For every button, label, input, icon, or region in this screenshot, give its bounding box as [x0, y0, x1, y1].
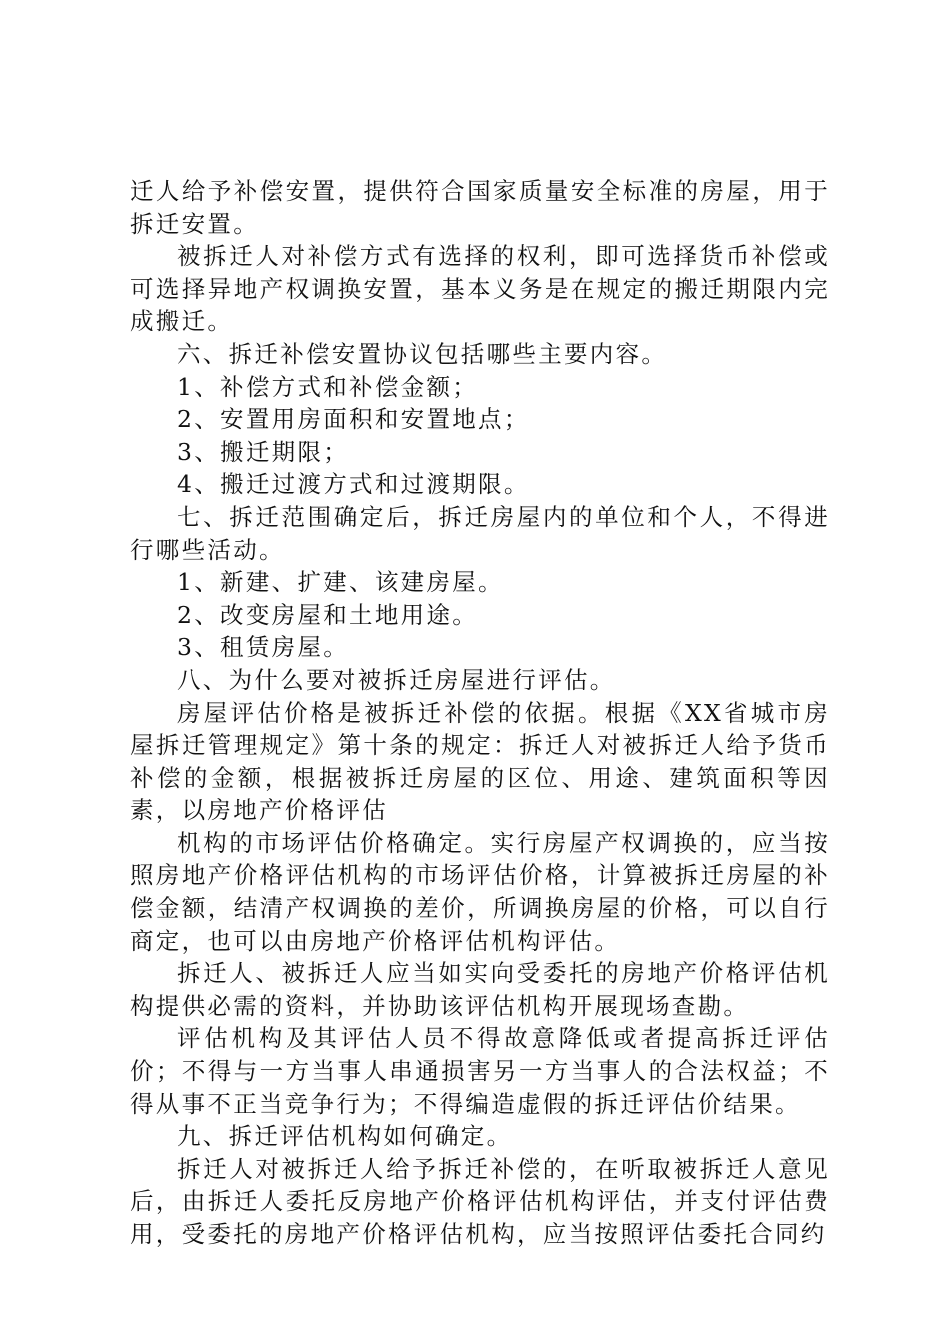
- list-item: 2、安置用房面积和安置地点；: [177, 405, 530, 434]
- paragraph: 迁人给予补偿安置，提供符合国家质量安全标准的房屋，用于拆迁安置。: [130, 177, 830, 238]
- paragraph: 拆迁人、被拆迁人应当如实向受委托的房地产价格评估机构提供必需的资料，并协助该评估机构开展现场查勘。: [130, 959, 830, 1020]
- list-item: 3、租赁房屋。: [177, 633, 350, 662]
- list-item: 3、搬迁期限；: [177, 437, 350, 466]
- paragraph: 被拆迁人对补偿方式有选择的权利，即可选择货币补偿或可选择异地产权调换安置，基本义务是在规定的搬迁期限内完成搬迁。: [130, 242, 830, 336]
- section-heading: 六、拆迁补偿安置协议包括哪些主要内容。: [177, 339, 668, 368]
- list-item: 1、补偿方式和补偿金额；: [177, 372, 479, 401]
- paragraph: 机构的市场评估价格确定。实行房屋产权调换的，应当按照房地产价格评估机构的市场评估价格，计算被拆迁房屋的补偿金额，结清产权调换的差价，所调换房屋的价格，可以自行商定，也可以由房地产价格评估机构评估。: [130, 828, 830, 955]
- section-heading: 九、拆迁评估机构如何确定。: [177, 1122, 513, 1151]
- paragraph: 拆迁人对被拆迁人给予拆迁补偿的，在听取被拆迁人意见后，由拆迁人委托反房地产价格评估机构评估，并支付评估费用，受委托的房地产价格评估机构，应当按照评估委托合同约: [130, 1154, 830, 1248]
- list-item: 2、改变房屋和土地用途。: [177, 600, 479, 629]
- paragraph: 房屋评估价格是被拆迁补偿的依据。根据《XX省城市房屋拆迁管理规定》第十条的规定：拆迁人对被拆迁人给予货币补偿的金额，根据被拆迁房屋的区位、用途、建筑面积等因素，以房地产价格评估: [130, 698, 830, 825]
- list-item: 1、新建、扩建、该建房屋。: [177, 568, 504, 597]
- section-heading: 七、拆迁范围确定后，拆迁房屋内的单位和个人，不得进行哪些活动。: [130, 502, 830, 564]
- paragraph: 评估机构及其评估人员不得故意降低或者提高拆迁评估价；不得与一方当事人串通损害另一方当事人的合法权益；不得从事不正当竞争行为；不得编造虚假的拆迁评估价结果。: [130, 1024, 830, 1118]
- list-item: 4、搬迁过渡方式和过渡期限。: [177, 470, 530, 499]
- section-heading: 八、为什么要对被拆迁房屋进行评估。: [177, 665, 616, 694]
- document-body: [130, 175, 830, 1251]
